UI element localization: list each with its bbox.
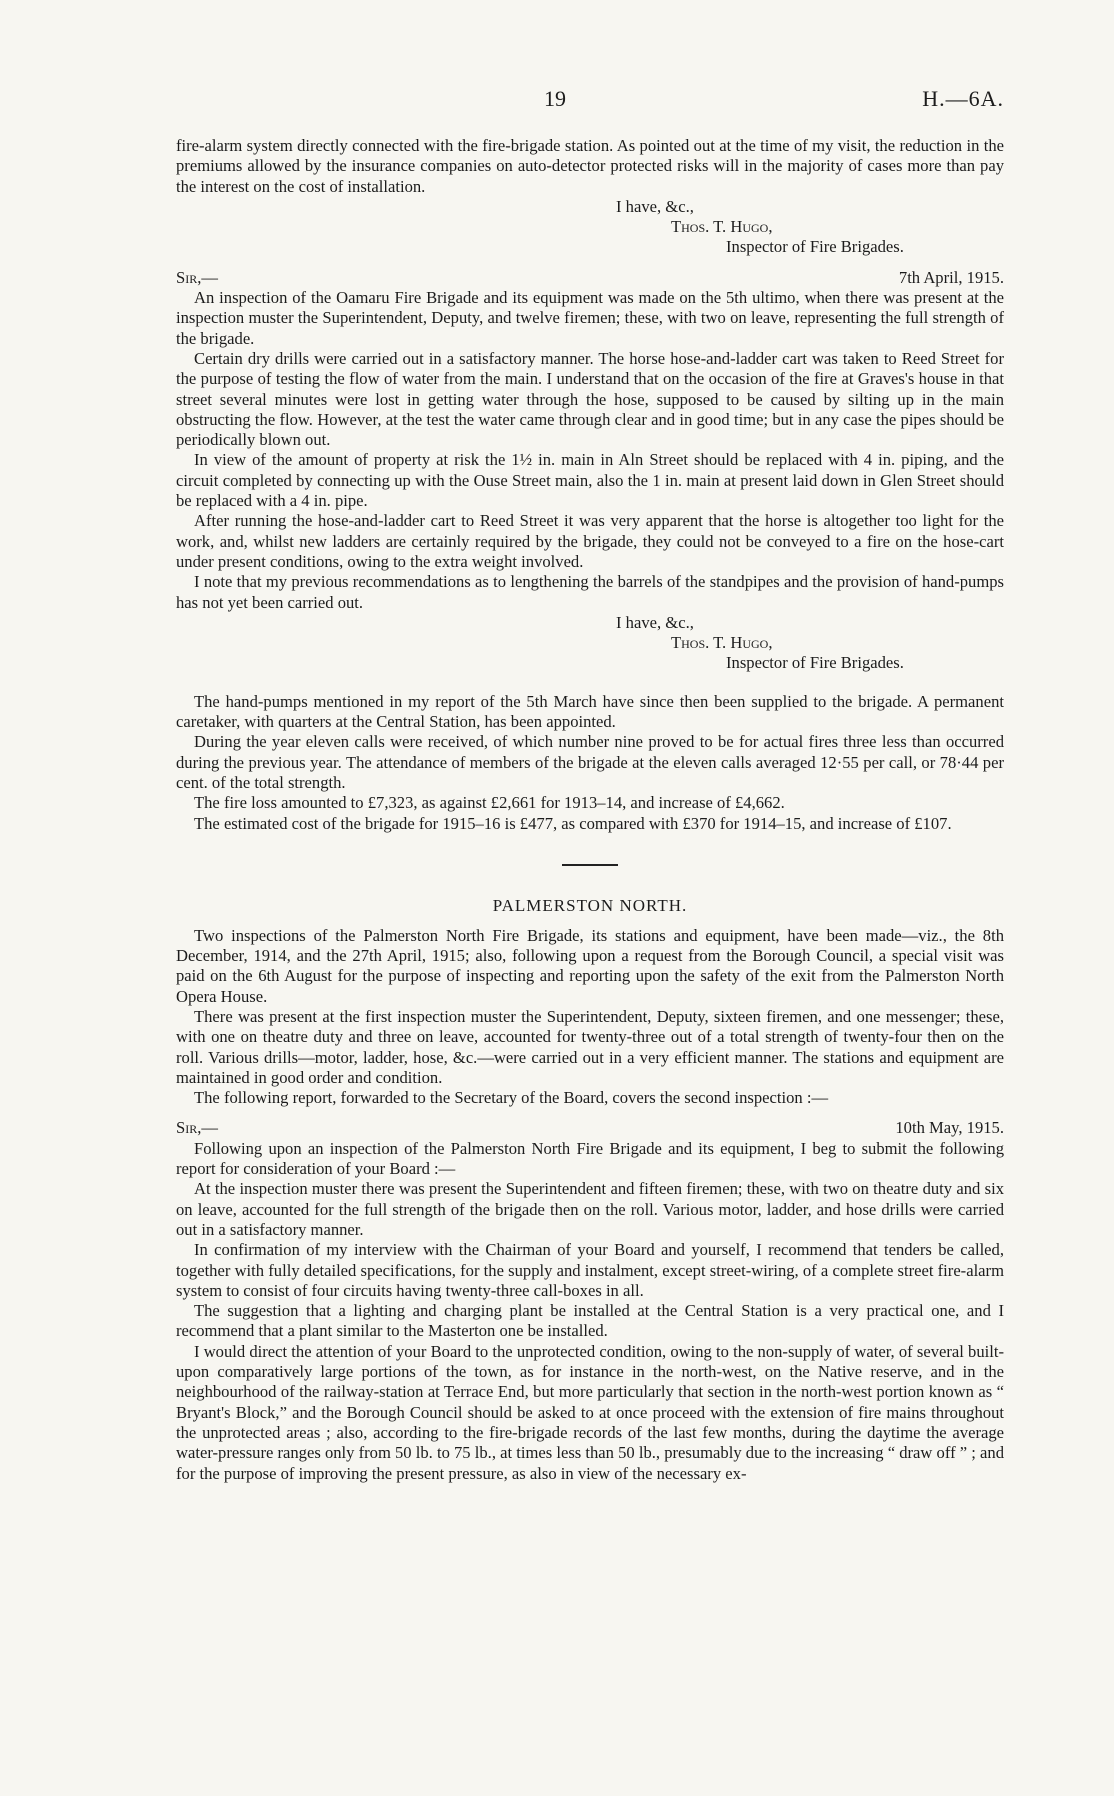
paragraph-continued: fire-alarm system directly connected with the fire-brigade station. As pointed out at the time of my visit, the reduction in the premiums allowed by the insurance companies on auto-detector protected risks will in the majority of cases more than pay the interest on the cost of installation. <box>176 136 1004 196</box>
signature-title: Inspector of Fire Brigades. <box>726 237 904 257</box>
signature-closing: I have, &c., <box>616 612 694 632</box>
paragraph: The following report, forwarded to the Secretary of the Board, covers the second inspection :— <box>194 1088 829 1108</box>
section-heading: PALMERSTON NORTH. <box>492 895 688 915</box>
salutation: Sir,— <box>176 1118 218 1138</box>
paragraph: The suggestion that a lighting and charging plant be installed at the Central Station is a very practical one, and I recommend that a plant similar to the Masterton one be installed. <box>176 1301 1004 1341</box>
paragraph: An inspection of the Oamaru Fire Brigade and its equipment was made on the 5th ultimo, when there was present at the inspection muster the Superintendent, Deputy, and twelve firemen; these, with two on leave, representing the full strength of the brigade. <box>176 288 1004 348</box>
letter-header <box>176 1118 1004 1138</box>
paragraph: During the year eleven calls were received, of which number nine proved to be for actual fires three less than occurred during the previous year. The attendance of members of the brigade at the eleven calls averaged 12·55 per call, or 78·44 per cent. of the total strength. <box>176 732 1004 792</box>
document-page <box>176 86 1004 1484</box>
page-number: 19 <box>544 86 566 111</box>
paragraph: The estimated cost of the brigade for 1915–16 is £477, as compared with £370 for 1914–15, and increase of £107. <box>194 813 952 833</box>
paragraph: I note that my previous recommendations as to lengthening the barrels of the standpipes and the provision of hand-pumps has not yet been carried out. <box>176 572 1004 612</box>
letter-date: 10th May, 1915. <box>895 1118 1004 1138</box>
signature-title: Inspector of Fire Brigades. <box>726 653 904 673</box>
paragraph: Following upon an inspection of the Palmerston North Fire Brigade and its equipment, I beg to submit the following report for consideration of your Board :— <box>176 1138 1004 1179</box>
signature-block <box>176 613 1004 674</box>
section-divider <box>562 864 618 866</box>
paragraph: The hand-pumps mentioned in my report of the 5th March have since then been supplied to the brigade. A permanent caretaker, with quarters at the Central Station, has been appointed. <box>176 691 1004 732</box>
paragraph: After running the hose-and-ladder cart to Reed Street it was very apparent that the horse is altogether too light for the work, and, whilst new ladders are certainly required by the brigade, they could not be conveyed to a fire on the hose-cart under present conditions, owing to the extra weight involved. <box>176 511 1004 571</box>
signature-closing: I have, &c., <box>616 196 694 216</box>
paragraph: There was present at the first inspection muster the Superintendent, Deputy, sixteen firemen, and one messenger; these, with one on theatre duty and three on leave, accounted for twenty-three out of a total strength of twenty-four then on the roll. Various drills—motor, ladder, hose, &c.—were carried out in a very efficient manner. The stations and equipment are maintained in good order and condition. <box>176 1006 1004 1087</box>
salutation: Sir,— <box>176 267 218 287</box>
document-reference: H.—6A. <box>922 86 1004 111</box>
page-header <box>176 86 1004 136</box>
signature-block <box>176 197 1004 258</box>
paragraph: Two inspections of the Palmerston North Fire Brigade, its stations and equipment, have been made—viz., the 8th December, 1914, and the 27th April, 1915; also, following upon a request from the Borough Council, a special visit was paid on the 6th August for the purpose of inspecting and reporting upon the safety of the exit from the Palmerston North Opera House. <box>176 925 1004 1006</box>
paragraph: I would direct the attention of your Board to the unprotected condition, owing to the non-supply of water, of several built-upon comparatively large portions of the town, as for instance in the north-west, on the Native reserve, and in the neighbourhood of the railway-station at Terrace End, but more particularly that section in the north-west portion known as “ Bryant's Block,” and the Borough Council should be asked to at once proceed with the extension of fire mains throughout the unprotected areas ; also, according to the fire-brigade records of the last few months, during the daytime the average water-pressure ranges only from 50 lb. to 75 lb., at times less than 50 lb., presumably due to the increasing “ draw off ” ; and for the purpose of improving the present pressure, as also in view of the necessary ex- <box>176 1341 1004 1483</box>
signature-name: Thos. T. Hugo, <box>671 633 773 653</box>
paragraph: Certain dry drills were carried out in a satisfactory manner. The horse hose-and-ladder cart was taken to Reed Street for the purpose of testing the flow of water from the main. I understand that on the occasion of the fire at Graves's house in that street several minutes were lost in getting water through the hose, supposed to be caused by silting up in the main obstructing the flow. However, at the test the water came through clear and in good time; but in any case the pipes should be periodically blown out. <box>176 348 1004 450</box>
paragraph: At the inspection muster there was present the Superintendent and fifteen firemen; these, with two on theatre duty and six on leave, accounted for the full strength of the brigade then on the roll. Various motor, ladder, and hose drills were carried out in a satisfactory manner. <box>176 1179 1004 1239</box>
signature-name: Thos. T. Hugo, <box>671 217 773 237</box>
letter-date: 7th April, 1915. <box>898 267 1004 287</box>
paragraph: In confirmation of my interview with the Chairman of your Board and yourself, I recommend that tenders be called, together with fully detailed specifications, for the supply and instalment, except street-wiring, of a complete street fire-alarm system to consist of four circuits having twenty-three call-boxes in all. <box>176 1240 1004 1300</box>
paragraph: The fire loss amounted to £7,323, as against £2,661 for 1913–14, and increase of £4,662. <box>194 793 785 813</box>
paragraph: In view of the amount of property at risk the 1½ in. main in Aln Street should be replaced with 4 in. piping, and the circuit completed by connecting up with the Ouse Street main, also the 1 in. main at present laid down in Glen Street should be replaced with a 4 in. pipe. <box>176 450 1004 511</box>
letter-header <box>176 268 1004 288</box>
